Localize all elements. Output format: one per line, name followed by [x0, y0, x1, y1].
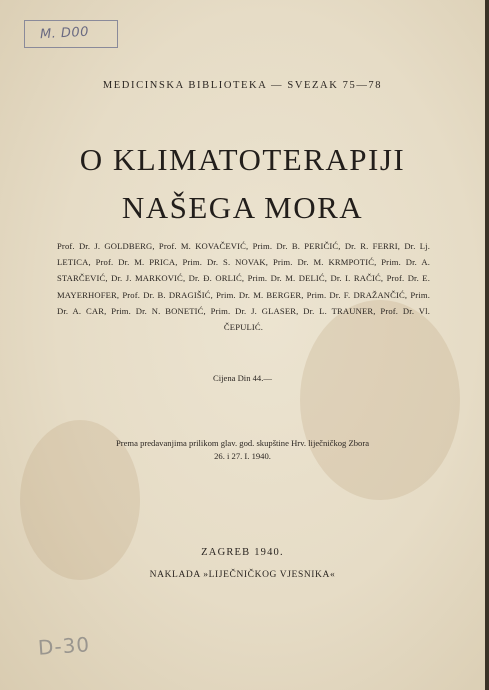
city-year: ZAGREB 1940. [201, 547, 284, 558]
publisher: NAKLADA »LIJEČNIČKOG VJESNIKA« [149, 570, 336, 580]
title-line-2: NAŠEGA MORA [121, 190, 364, 225]
title-line-1: O KLIMATOTERAPIJI [79, 142, 406, 177]
lecture-note-line-1: Prema predavanjima prilikom glav. god. skupštine Hrv. liječničkog Zbora [115, 438, 370, 448]
author-list: Prof. Dr. J. GOLDBERG, Prof. M. KOVAČEVIĆ, Prim. Dr. B. PERIČIĆ, Dr. R. FERRI, Dr. Lj. LETICA, Prof. Dr. M. PRICA, Prim. Dr. S. NOVAK, Prim. Dr. M. KRMPOTIĆ, Prim. Dr. A. STARČEVIĆ, Dr. J. MARKOVIĆ, Dr. Đ. ORLIĆ, Prim. Dr. M. DELIĆ, Dr. I. RAČIĆ, Prof. Dr. E. MAYERHOFER, Prof. Dr. B. DRAGIŠIĆ, Prim. Dr. M. BERGER, Prim. Dr. F. DRAŽANČIĆ, Prim. Dr. A. CAR, Prim. Dr. N. BONETIĆ, Prim. Dr. J. GLASER, Dr. L. TRAUNER, Prof. Dr. Vl. ČEPULIĆ. [57, 241, 430, 333]
lecture-note [0, 437, 485, 462]
library-stamp-text: M. D00 [39, 24, 90, 43]
pencil-annotation: D-30 [37, 632, 91, 660]
page-edge-shadow [485, 0, 489, 690]
series-line: MEDICINSKA BIBLIOTEKA — SVEZAK 75—78 [102, 80, 383, 91]
lecture-note-line-2: 26. i 27. I. 1940. [214, 450, 271, 461]
price-label: Cijena Din 44.— [213, 373, 272, 383]
